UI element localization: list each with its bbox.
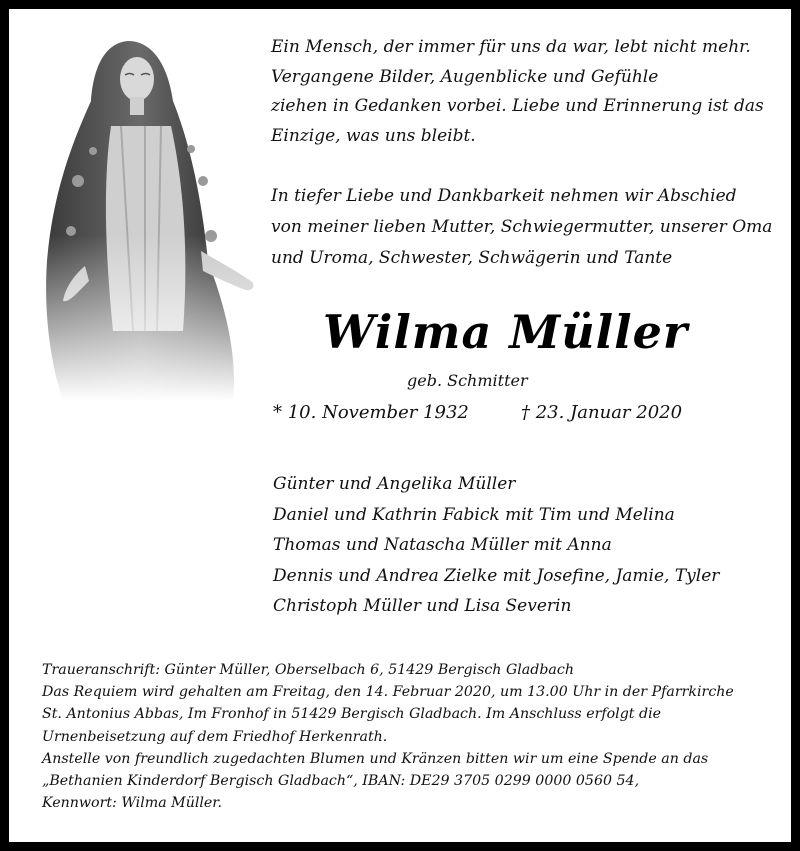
birth-name: geb. Schmitter (407, 371, 528, 390)
details-line: Traueranschrift: Günter Müller, Oberselbach 6, 51429 Bergisch Gladbach (42, 662, 574, 678)
funeral-details (42, 659, 787, 814)
verse-line: Ein Mensch, der immer für uns da war, lebt nicht mehr. (271, 37, 751, 57)
details-line: „Bethanien Kinderdorf Bergisch Gladbach“, IBAN: DE29 3705 0299 0000 0560 54, (42, 773, 640, 790)
farewell-intro (271, 181, 800, 274)
details-line: Kennwort: Wilma Müller. (42, 795, 223, 812)
intro-line: und Uroma, Schwester, Schwägerin und Tante (271, 248, 673, 268)
birth-date: * 10. November 1932 (273, 402, 469, 423)
verse-text (271, 33, 800, 151)
details-line: Das Requiem wird gehalten am Freitag, den 14. Februar 2020, um 13.00 Uhr in der Pfarrkirche (42, 684, 734, 701)
mourner-entry: Dennis und Andrea Zielke mit Josefine, Jamie, Tyler (273, 565, 720, 586)
details-line: Urnenbeisetzung auf dem Friedhof Herkenrath. (42, 728, 388, 745)
intro-line: von meiner lieben Mutter, Schwiegermutter, unserer Oma (271, 217, 773, 237)
madonna-statue-image (33, 31, 263, 401)
mourner-entry: Günter und Angelika Müller (273, 474, 516, 494)
verse-line: Einzige, was uns bleibt. (271, 125, 476, 146)
verse-line: Vergangene Bilder, Augenblicke und Gefühle (271, 66, 659, 87)
mourners-list (273, 469, 800, 622)
details-line: Anstelle von freundlich zugedachten Blumen und Kränzen bitten wir um eine Spende an das (42, 750, 709, 767)
deceased-name: Wilma Müller (323, 305, 689, 359)
verse-line: ziehen in Gedanken vorbei. Liebe und Erinnerung ist das (271, 96, 764, 116)
mourner-entry: Thomas und Natascha Müller mit Anna (273, 535, 612, 555)
death-date: † 23. Januar 2020 (521, 402, 683, 423)
details-line: St. Antonius Abbas, Im Fronhof in 51429 Bergisch Gladbach. Im Anschluss erfolgt die (42, 706, 662, 723)
intro-line: In tiefer Liebe und Dankbarkeit nehmen wir Abschied (271, 186, 737, 206)
mourner-entry: Daniel und Kathrin Fabick mit Tim und Melina (273, 504, 675, 525)
mourner-entry: Christoph Müller und Lisa Severin (273, 596, 572, 616)
